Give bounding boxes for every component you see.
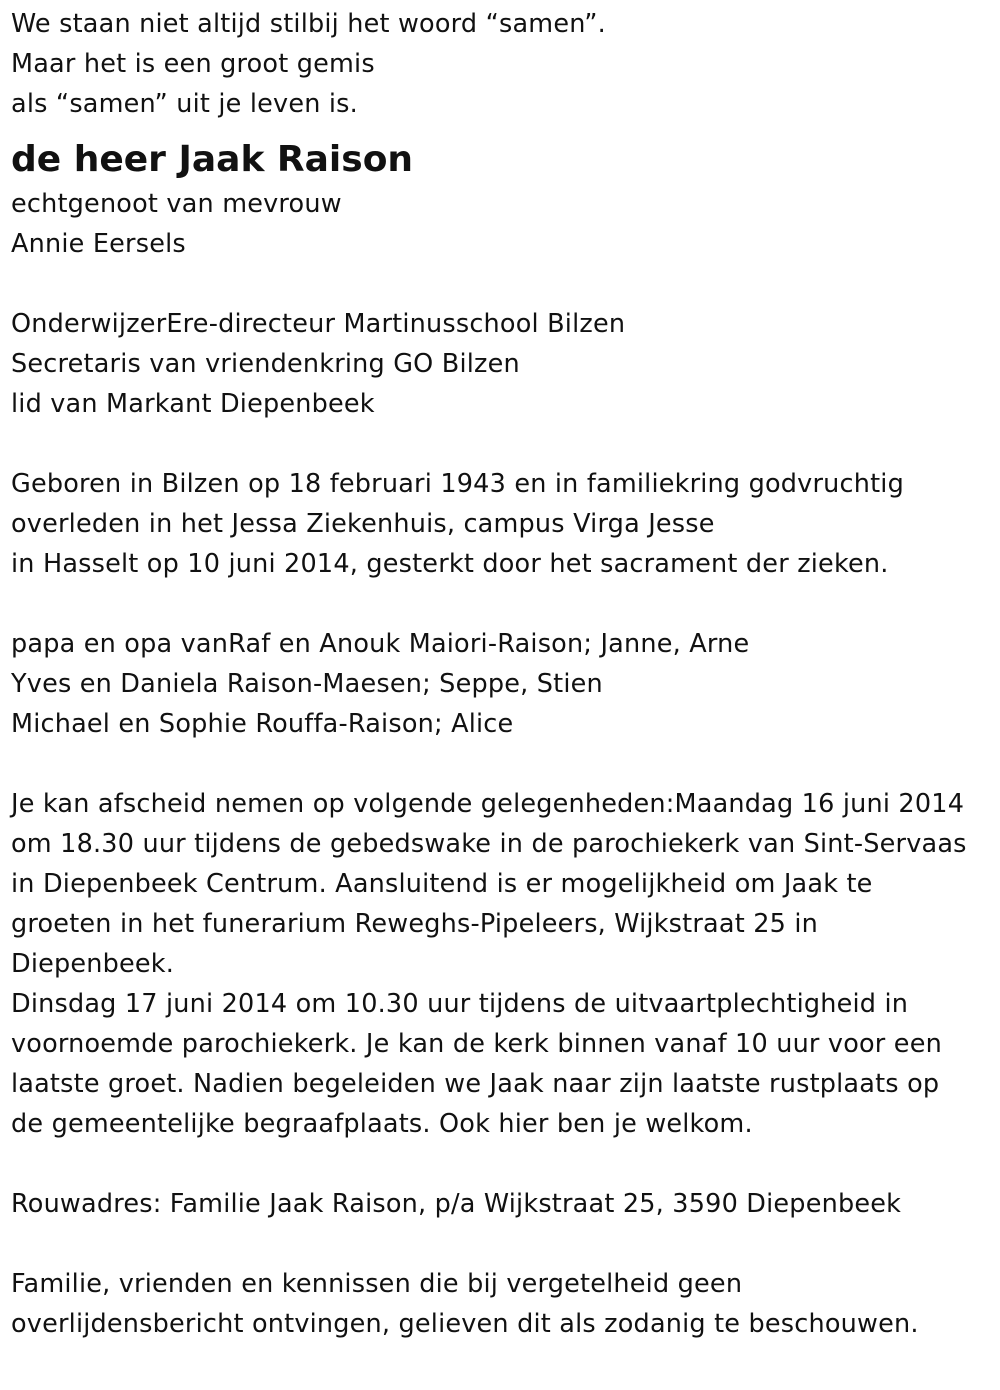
spacer (11, 1144, 991, 1184)
farewell-line: om 18.30 uur tijdens de gebedswake in de parochiekerk van Sint-Servaas (11, 829, 967, 859)
farewell-line: de gemeentelijke begraafplaats. Ook hier ben je welkom. (11, 1109, 753, 1139)
farewell-line: voornoemde parochiekerk. Je kan de kerk binnen vanaf 10 uur voor een (11, 1029, 942, 1059)
poem-line: We staan niet altijd stilbij het woord “samen”. (11, 9, 606, 39)
closing-line: Familie, vrienden en kennissen die bij vergetelheid geen (11, 1269, 743, 1299)
mourning-address: Rouwadres: Familie Jaak Raison, p/a Wijkstraat 25, 3590 Diepenbeek (11, 1189, 902, 1219)
farewell-line: laatste groet. Nadien begeleiden we Jaak naar zijn laatste rustplaats op (11, 1069, 940, 1099)
spacer (11, 1224, 991, 1264)
farewell-line: Dinsdag 17 juni 2014 om 10.30 uur tijdens de uitvaartplechtigheid in (11, 989, 909, 1019)
role-line: lid van Markant Diepenbeek (11, 389, 375, 419)
spouse-line: echtgenoot van mevrouw (11, 189, 342, 219)
farewell-line: in Diepenbeek Centrum. Aansluitend is er mogelijkheid om Jaak te (11, 869, 873, 899)
farewell-line: groeten in het funerarium Reweghs-Pipeleers, Wijkstraat 25 in (11, 909, 819, 939)
family-line: papa en opa vanRaf en Anouk Maiori-Raison; Janne, Arne (11, 629, 750, 659)
poem-line: als “samen” uit je leven is. (11, 89, 358, 119)
family-line: Michael en Sophie Rouffa-Raison; Alice (11, 709, 514, 739)
spacer (11, 584, 991, 624)
birth-death-line: in Hasselt op 10 juni 2014, gesterkt door het sacrament der zieken. (11, 549, 889, 579)
role-line: OnderwijzerEre-directeur Martinusschool Bilzen (11, 309, 626, 339)
role-line: Secretaris van vriendenkring GO Bilzen (11, 349, 520, 379)
closing-line: overlijdensbericht ontvingen, gelieven dit als zodanig te beschouwen. (11, 1309, 919, 1339)
farewell-info (11, 784, 991, 1144)
family-line: Yves en Daniela Raison-Maesen; Seppe, Stien (11, 669, 603, 699)
spacer (11, 744, 991, 784)
spacer (11, 424, 991, 464)
poem (11, 4, 991, 124)
deceased-name: de heer Jaak Raison (11, 139, 414, 180)
poem-line: Maar het is een groot gemis (11, 49, 375, 79)
birth-death-info (11, 464, 991, 584)
birth-death-line: Geboren in Bilzen op 18 februari 1943 en in familiekring godvruchtig (11, 469, 904, 499)
birth-death-line: overleden in het Jessa Ziekenhuis, campus Virga Jesse (11, 509, 715, 539)
roles (11, 304, 991, 424)
family (11, 624, 991, 744)
spouse-line: Annie Eersels (11, 229, 186, 259)
obituary-notice (11, 4, 991, 1344)
spacer (11, 264, 991, 304)
farewell-line: Diepenbeek. (11, 949, 175, 979)
spouse-info (11, 184, 991, 264)
closing-note (11, 1264, 991, 1344)
farewell-line: Je kan afscheid nemen op volgende gelegenheden:Maandag 16 juni 2014 (11, 789, 965, 819)
